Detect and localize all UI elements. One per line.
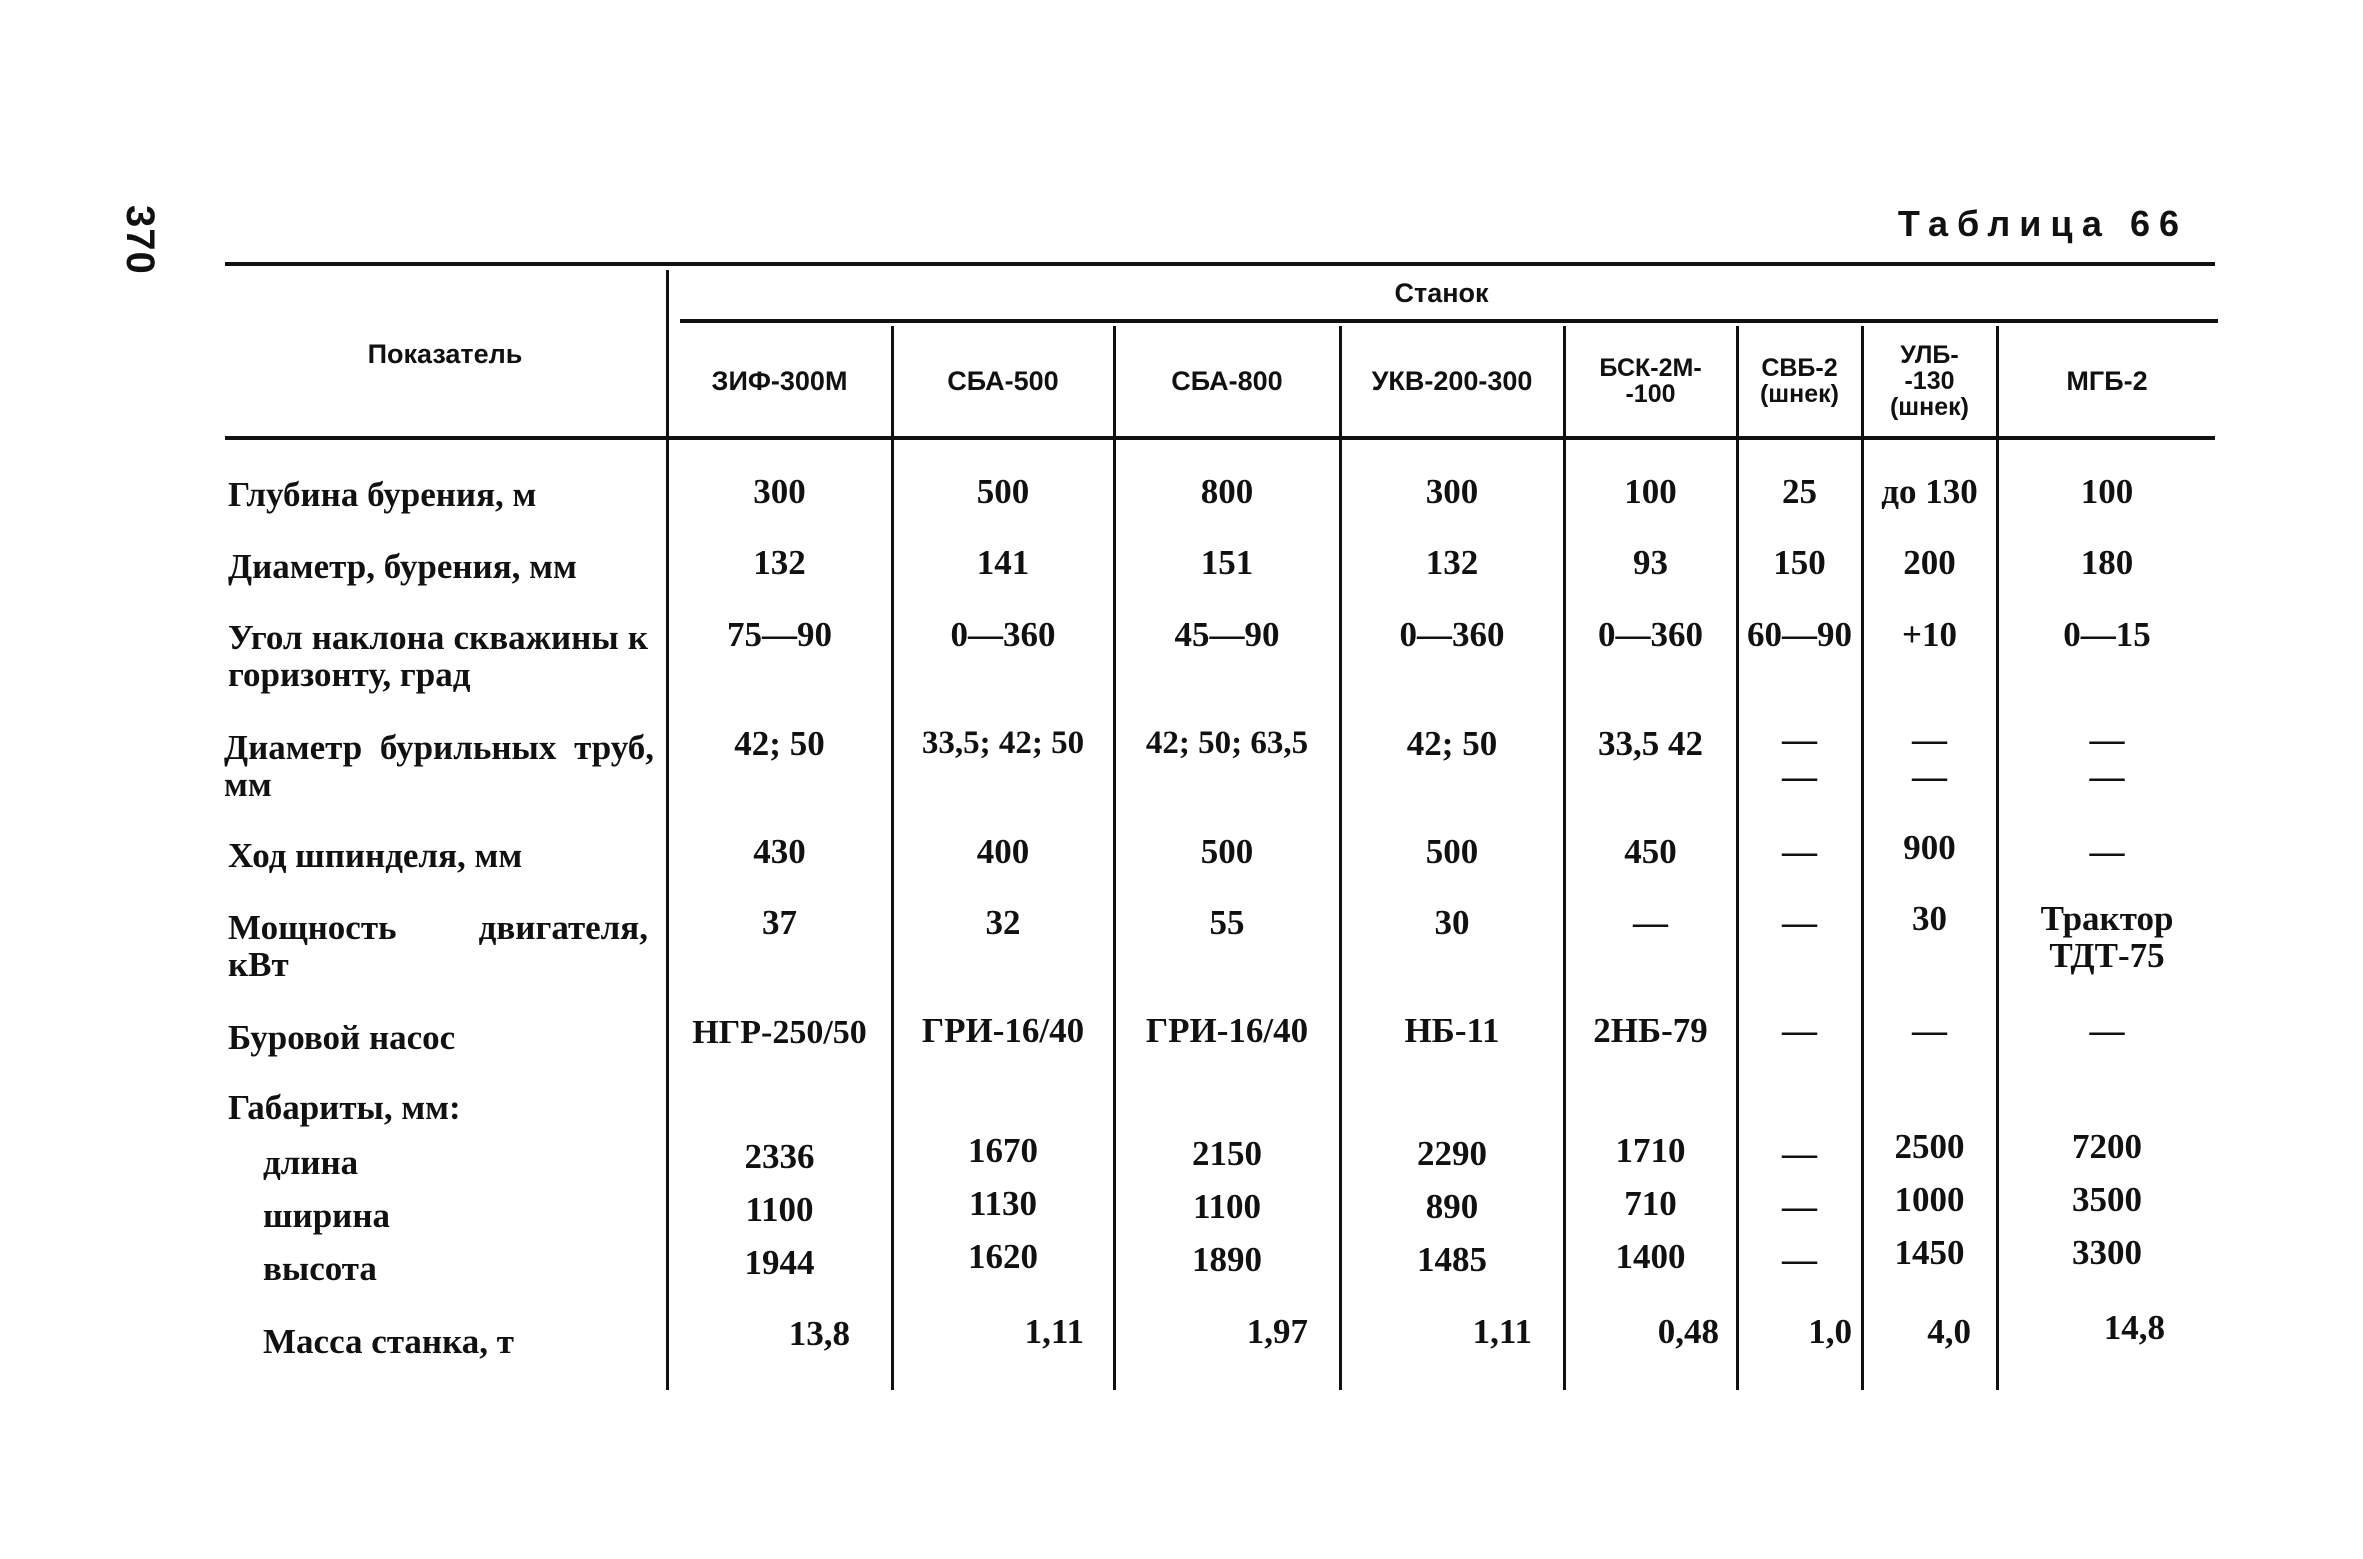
table-cell: ГРИ-16/40: [1145, 1011, 1309, 1050]
table-cell: 45—90: [1174, 615, 1280, 654]
group-rule: [680, 319, 2218, 323]
table-cell: 1,0: [1808, 1312, 1852, 1351]
table-cell: 7200: [2072, 1127, 2142, 1166]
table-cell: 30: [1434, 903, 1470, 942]
top-rule: [225, 262, 2215, 266]
table-cell: 132: [1425, 543, 1479, 582]
table-cell: 1620: [968, 1237, 1038, 1276]
table-cell: 55: [1209, 903, 1245, 942]
row-label: Диаметр бурильных труб, мм: [224, 728, 654, 804]
table-cell: 1670: [968, 1131, 1038, 1170]
header-machine: СБА-800: [1171, 365, 1283, 396]
table-cell: —: [1912, 1011, 1947, 1050]
page-number: 370: [118, 205, 162, 275]
table-cell: 0—360: [1598, 615, 1703, 654]
header-machine: СБА-500: [947, 365, 1059, 396]
table-cell: НБ-11: [1404, 1011, 1500, 1050]
table-cell: +10: [1902, 615, 1957, 654]
table-cell: —: [1782, 1187, 1817, 1226]
table-cell: 25: [1782, 472, 1817, 511]
table-cell: 400: [976, 832, 1030, 871]
header-machine: СВБ-2 (шнек): [1759, 353, 1839, 408]
table-cell: 1100: [745, 1190, 814, 1229]
table-cell: 500: [1200, 832, 1254, 871]
table-cell: 800: [1200, 472, 1254, 511]
table-cell: 1890: [1192, 1240, 1262, 1279]
table-cell: 60—90: [1747, 615, 1852, 654]
table-cell: до 130: [1881, 472, 1978, 511]
table-cell: 2336: [744, 1137, 815, 1176]
row-label: Мощность двигателя, кВт: [228, 908, 648, 984]
table-cell: 710: [1624, 1184, 1677, 1223]
table-cell: 42; 50: [734, 724, 825, 763]
table-cell: 93: [1633, 543, 1668, 582]
table-cell: —: [1782, 832, 1817, 871]
table-cell: 32: [985, 903, 1021, 942]
row-label: Габариты, мм:: [228, 1088, 461, 1127]
row-label: Диаметр, бурения, мм: [228, 547, 577, 586]
table-cell: 450: [1624, 832, 1677, 871]
table-cell: —: [1782, 1011, 1817, 1050]
table-cell: —: [2089, 832, 2125, 871]
table-cell: 3500: [2072, 1180, 2142, 1219]
table-cell: 75—90: [727, 615, 832, 654]
table-cell: 500: [976, 472, 1030, 511]
table-cell: 0—360: [950, 615, 1056, 654]
table-cell: 500: [1425, 832, 1479, 871]
table-cell: —: [2089, 1011, 2125, 1050]
table-cell: 1100: [1192, 1187, 1262, 1226]
table-cell: 1130: [968, 1184, 1038, 1223]
header-machine: УЛБ- -130 (шнек): [1889, 340, 1969, 422]
table-cell: 132: [753, 543, 806, 582]
table-cell: 0,48: [1657, 1312, 1719, 1351]
header-machine: БСК-2М- -100: [1599, 353, 1702, 408]
row-label: ширина: [263, 1196, 391, 1235]
table-cell: 180: [2080, 543, 2134, 582]
header-machine: МГБ-2: [2066, 365, 2148, 396]
table-cell: 13,8: [788, 1314, 850, 1353]
header-group-machine: Станок: [1394, 277, 1489, 308]
table-cell: 42; 50: [1406, 724, 1498, 763]
table-cell: 33,5; 42; 50: [921, 725, 1085, 761]
table-cell: 2НБ-79: [1593, 1011, 1708, 1050]
table-cell: 200: [1903, 543, 1956, 582]
table-cell: 0—15: [2063, 615, 2151, 654]
table-cell: 300: [753, 472, 806, 511]
table-cell: 42; 50; 63,5: [1145, 725, 1309, 761]
header-machine: УКВ-200-300: [1371, 365, 1533, 396]
table-cell: ГРИ-16/40: [921, 1011, 1085, 1050]
table-cell: — —: [1912, 720, 1947, 796]
table-cell: —: [1633, 903, 1668, 942]
header-machine: ЗИФ-300М: [711, 365, 848, 396]
table-cell: 37: [762, 903, 797, 942]
table-cell: — —: [2089, 720, 2125, 796]
row-label: Глубина бурения, м: [228, 475, 537, 514]
table-cell: —: [1782, 903, 1817, 942]
table-cell: —: [1782, 1134, 1817, 1173]
table-cell: 1450: [1894, 1233, 1965, 1272]
table-cell: 1,11: [1024, 1312, 1084, 1351]
table-cell: 3300: [2072, 1233, 2142, 1272]
table-cell: 890: [1425, 1187, 1479, 1226]
table-cell: 300: [1425, 472, 1479, 511]
row-label: Ход шпинделя, мм: [228, 836, 523, 875]
table-cell: 1000: [1894, 1180, 1965, 1219]
row-label: Масса станка, т: [263, 1322, 514, 1361]
table-cell: 1710: [1615, 1131, 1686, 1170]
row-label: Угол наклона скважины к горизонту, град: [228, 618, 648, 694]
header-indicator: Показатель: [367, 338, 523, 369]
table-cell: НГР-250/50: [692, 1014, 867, 1051]
table-title: Таблица 66: [1897, 203, 2188, 244]
table-cell: 2150: [1192, 1134, 1262, 1173]
table-cell: 150: [1773, 543, 1826, 582]
table-cell: 151: [1200, 543, 1254, 582]
row-label: длина: [263, 1143, 359, 1182]
table-cell: 1,11: [1472, 1312, 1532, 1351]
table-cell: 30: [1912, 899, 1947, 938]
table-cell: 33,5 42: [1598, 724, 1703, 763]
table-cell: 430: [753, 832, 806, 871]
table-cell: 141: [976, 543, 1030, 582]
table-cell: 2500: [1894, 1127, 1965, 1166]
table-cell: 4,0: [1927, 1312, 1971, 1351]
table-cell: 2290: [1417, 1134, 1487, 1173]
table-cell: Трактор ТДТ-75: [2040, 899, 2174, 975]
table-cell: 1485: [1417, 1240, 1487, 1279]
table-cell: 0—360: [1399, 615, 1505, 654]
row-label: высота: [263, 1249, 377, 1288]
table-cell: 900: [1903, 828, 1956, 867]
table-cell: — —: [1782, 720, 1817, 796]
table-cell: 1400: [1615, 1237, 1686, 1276]
table-cell: 100: [1624, 472, 1677, 511]
row-label: Буровой насос: [228, 1018, 456, 1057]
table-cell: 1944: [744, 1243, 815, 1282]
table-cell: 1,97: [1246, 1312, 1308, 1351]
table-cell: 14,8: [2103, 1308, 2165, 1347]
table-cell: —: [1782, 1240, 1817, 1279]
table-cell: 100: [2080, 472, 2134, 511]
